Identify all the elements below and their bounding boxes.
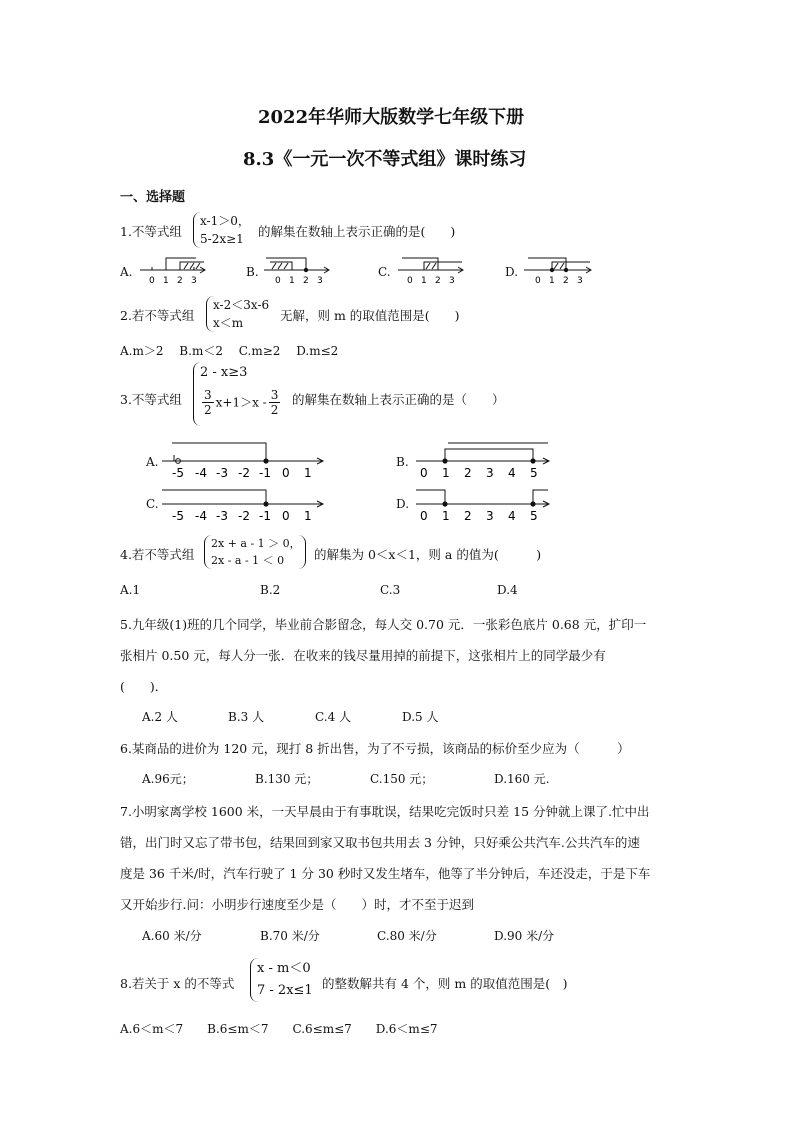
- svg-text:-5: -5: [172, 466, 184, 480]
- svg-text:-4: -4: [195, 466, 207, 480]
- svg-text:-3: -3: [216, 466, 228, 480]
- q4-suffix: 的解集为 0＜x＜1，则 a 的值为( ): [314, 547, 542, 562]
- svg-text:0: 0: [282, 509, 290, 523]
- svg-text:1: 1: [421, 276, 427, 286]
- q3-system: [193, 362, 282, 426]
- q3-option-b-label: B.: [396, 455, 409, 469]
- q6-option-d: D.160 元.: [494, 772, 550, 786]
- svg-text:1: 1: [549, 276, 555, 286]
- question-4: 4.若不等式组: [120, 547, 195, 562]
- svg-text:-3: -3: [216, 509, 228, 523]
- q7-option-c: C.80 米/分: [377, 929, 437, 943]
- q4-ineq-2: 2x - a - 1 ＜ 0: [211, 554, 285, 567]
- question-6: 6.某商品的进价为 120 元，现打 8 折出售，为了不亏损，该商品的标价至少应为（ ）: [120, 741, 630, 756]
- q1-option-b-label: B.: [246, 265, 259, 279]
- page-subtitle: 8.3《一元一次不等式组》课时练习: [243, 149, 527, 170]
- question-1: [120, 222, 182, 240]
- svg-text:0: 0: [282, 466, 290, 480]
- question-5-line-2: 张相片 0.50 元，每人分一张．在收来的钱尽量用掉的前提下，这张相片上的同学最少有: [120, 648, 606, 663]
- svg-text:1: 1: [163, 276, 169, 286]
- q5-option-c: C.4 人: [315, 710, 352, 724]
- svg-text:2: 2: [303, 276, 309, 286]
- q3-number-line-a: [158, 437, 328, 481]
- svg-text:-5: -5: [172, 509, 184, 523]
- svg-text:3: 3: [317, 276, 323, 286]
- q1-ineq-2: 5-2x≥1: [200, 232, 244, 246]
- q3-number-line-d: [412, 482, 552, 524]
- question-7-line-2: 错，出门时又忘了带书包，结果回到家又取书包共用去 3 分钟，只好乘公共汽车.公共汽车的速: [120, 835, 640, 850]
- svg-text:3: 3: [577, 276, 583, 286]
- svg-text:2: 2: [464, 466, 472, 480]
- svg-text:0: 0: [149, 276, 155, 286]
- q3-option-d-label: D.: [396, 497, 410, 511]
- q3-ineq-2: $\frac{3}{2}$ x+1＞x - $\frac{3}{2}$: [204, 388, 279, 417]
- question-7-line-4: 又开始步行.问：小明步行速度至少是（ ）时，才不至于迟到: [120, 897, 474, 912]
- q2-suffix: 无解，则 m 的取值范围是( ): [280, 308, 460, 323]
- q3-frac-a: $\frac{3}{2}$: [204, 388, 212, 417]
- svg-text:4: 4: [508, 466, 516, 480]
- q5-option-d: D.5 人: [402, 710, 439, 724]
- q8-suffix: 的整数解共有 4 个，则 m 的取值范围是( ): [322, 976, 568, 991]
- q1-suffix: 的解集在数轴上表示正确的是( ): [258, 224, 456, 239]
- q4-ineq-1: 2x + a - 1 ＞ 0，: [211, 537, 301, 550]
- q1-option-d-label: D.: [505, 265, 519, 279]
- q4-option-b: B.2: [260, 583, 281, 597]
- q8-system: [250, 958, 313, 1002]
- q5-option-a: A.2 人: [142, 710, 178, 724]
- q2-ineq-2: x＜m: [213, 316, 244, 330]
- q4-system: [204, 535, 306, 569]
- svg-text:3: 3: [486, 466, 494, 480]
- q2-system: [206, 296, 269, 332]
- svg-text:-1: -1: [259, 509, 271, 523]
- q1-prefix: 1.不等式组: [120, 224, 182, 239]
- q1-option-c-label: C.: [378, 265, 391, 279]
- svg-text:3: 3: [449, 276, 455, 286]
- section-heading: 一、选择题: [120, 190, 186, 205]
- question-2: 2.若不等式组: [120, 308, 195, 323]
- svg-text:5: 5: [530, 466, 538, 480]
- q6-option-b: B.130 元；: [255, 772, 319, 786]
- q1-number-line-d: [522, 252, 594, 286]
- q3-number-line-c: [158, 482, 328, 524]
- q3-ineq-1: 2 - x≥3: [200, 365, 248, 380]
- q3-option-c-label: C.: [146, 497, 159, 511]
- svg-text:-1: -1: [259, 466, 271, 480]
- q4-option-c: C.3: [380, 583, 401, 597]
- q6-option-a: A.96元；: [142, 772, 194, 786]
- q1-number-line-b: [262, 252, 332, 286]
- q8-ineq-2: 7 - 2x≤1: [257, 983, 313, 998]
- question-5-line-1: 5.九年级(1)班的几个同学，毕业前合影留念，每人交 0.70 元．一张彩色底片 0.68 元，扩印一: [120, 617, 647, 632]
- svg-text:2: 2: [464, 509, 472, 523]
- svg-text:1: 1: [442, 509, 450, 523]
- svg-text:0: 0: [275, 276, 281, 286]
- svg-text:3: 3: [486, 509, 494, 523]
- svg-text:1: 1: [304, 509, 312, 523]
- svg-text:1: 1: [304, 466, 312, 480]
- q2-options: A.m＞2 B.m＜2 C.m≥2 D.m≤2: [120, 344, 339, 358]
- q3-number-line-b: [412, 437, 552, 481]
- q3-frac-b: $\frac{3}{2}$: [270, 388, 279, 417]
- svg-text:2: 2: [177, 276, 183, 286]
- question-7-line-1: 7.小明家离学校 1600 米，一天早晨由于有事耽误，结果吃完饭时只差 15 分钟就上课了.忙中出: [120, 804, 650, 819]
- svg-text:-4: -4: [195, 509, 207, 523]
- svg-text:0: 0: [420, 509, 428, 523]
- q1-option-a-label: A.: [120, 265, 133, 279]
- svg-text:0: 0: [420, 466, 428, 480]
- svg-text:2: 2: [563, 276, 569, 286]
- q7-option-a: A.60 米/分: [142, 929, 202, 943]
- svg-text:4: 4: [508, 509, 516, 523]
- svg-text:-2: -2: [238, 509, 250, 523]
- svg-text:1: 1: [442, 466, 450, 480]
- svg-text:5: 5: [530, 509, 538, 523]
- q7-option-b: B.70 米/分: [260, 929, 320, 943]
- svg-text:-2: -2: [238, 466, 250, 480]
- question-5-line-3: ( )．: [120, 679, 168, 694]
- question-3: 3.不等式组: [120, 392, 182, 407]
- q3-option-a-label: A.: [146, 455, 159, 469]
- svg-text:0: 0: [407, 276, 413, 286]
- question-8: 8.若关于 x 的不等式: [120, 976, 235, 991]
- q1-number-line-a: [138, 252, 208, 286]
- q1-number-line-c: [396, 252, 466, 286]
- q8-options: A.6＜m＜7 B.6≤m＜7 C.6≤m≤7 D.6＜m≤7: [120, 1022, 438, 1036]
- q4-option-d: D.4: [497, 583, 518, 597]
- q6-option-c: C.150 元；: [370, 772, 434, 786]
- svg-text:1: 1: [289, 276, 295, 286]
- q5-option-b: B.3 人: [228, 710, 265, 724]
- q8-ineq-1: x - m＜0: [257, 961, 311, 976]
- q2-ineq-1: x-2＜3x-6: [213, 298, 270, 312]
- question-7-line-3: 度是 36 千米/时，汽车行驶了 1 分 30 秒时又发生堵车，他等了半分钟后，车还没走，于是下车: [120, 866, 651, 881]
- q1-system: [193, 212, 250, 248]
- svg-text:3: 3: [191, 276, 197, 286]
- q4-option-a: A.1: [120, 583, 141, 597]
- q7-option-d: D.90 米/分: [494, 929, 555, 943]
- q3-suffix: 的解集在数轴上表示正确的是（ ）: [292, 392, 505, 407]
- svg-text:0: 0: [535, 276, 541, 286]
- svg-text:2: 2: [435, 276, 441, 286]
- q1-ineq-1: x-1＞0，: [200, 214, 250, 228]
- page-title: 2022年华师大版数学七年级下册: [258, 107, 525, 128]
